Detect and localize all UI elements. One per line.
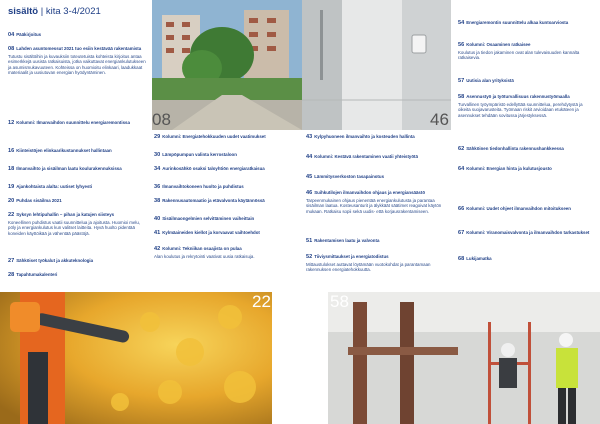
toc-page-number: 52 xyxy=(306,254,313,260)
toc-page-number: 08 xyxy=(8,46,15,52)
toc-entry[interactable] xyxy=(306,154,450,161)
toc-page-number: 29 xyxy=(154,134,161,140)
photo-leaf-blower xyxy=(0,292,272,424)
toc-entry[interactable] xyxy=(306,254,450,273)
toc-entry[interactable] xyxy=(154,166,296,173)
toc-title: Kolumni: Energiatehokkuuden uudet vaatimukset xyxy=(162,134,266,139)
toc-page-number: 34 xyxy=(154,166,161,172)
toc-page-number: 64 xyxy=(458,166,465,172)
toc-summary: Alan koulutus ja rekrytointi vaativat uusia ratkaisuja. xyxy=(154,253,255,259)
leaf-blower-image xyxy=(0,292,272,424)
toc-page-number: 18 xyxy=(8,166,15,172)
toc-page-number: 45 xyxy=(306,174,313,180)
toc-title: Sähköinen tiedonhallinta rakennushankkeessa xyxy=(466,146,564,151)
toc-title: Rakentamisen laatu ja valvonta xyxy=(314,238,380,243)
toc-entry[interactable] xyxy=(458,230,596,237)
toc-page-number: 22 xyxy=(8,212,15,218)
toc-page-number: 46 xyxy=(306,190,313,196)
toc-entry[interactable] xyxy=(306,190,450,214)
toc-page-number: 54 xyxy=(458,20,465,26)
toc-entry[interactable] xyxy=(8,258,148,265)
toc-entry[interactable] xyxy=(8,120,148,127)
toc-entry[interactable] xyxy=(8,212,148,236)
toc-page-number: 27 xyxy=(8,258,15,264)
toc-title: Tiiviysmittaukset ja energiatodistus xyxy=(314,254,389,259)
toc-entry[interactable] xyxy=(8,166,148,173)
toc-page-number: 68 xyxy=(458,256,465,262)
toc-page-number: 28 xyxy=(8,272,15,278)
toc-entry[interactable] xyxy=(8,148,148,155)
toc-summary: Koneellinen puhdistus vaatii suunnittelua ja ajoitusta. Huomioi melu, pöly ja energiankulutus kun valitset laitteita. Hyvä huolto pidentää koneiden käyttöikää ja vähentää päästöjä. xyxy=(8,219,141,236)
toc-page-number: 57 xyxy=(458,78,465,84)
toc-title: Kylpyhuoneen ilmanvaihto ja kosteuden hallinta xyxy=(314,134,415,139)
toc-title: Syksyn lehtipuhallin – pihan ja katujen siisteys xyxy=(16,212,115,217)
toc-entry[interactable] xyxy=(306,174,450,181)
photo-apartment-buildings xyxy=(152,0,302,130)
header-label: sisältö xyxy=(8,6,39,17)
toc-title: Aurinkosähkö osaksi taloyhtiön energiaratkaisua xyxy=(162,166,265,171)
toc-entry[interactable] xyxy=(154,216,296,223)
toc-summary: Tarpeenmukainen ohjaus pienentää energiankulutusta ja parantaa sisäilman laatua. Kosteusanturit ja älykkäät säätimet reagoivat käytön mukaan. Ratkaisu sopii sekä uudis- että korjausrakentamiseen. xyxy=(306,197,442,214)
toc-title: Pääkirjoitus xyxy=(16,32,42,37)
photo-bathroom xyxy=(302,0,451,130)
toc-page-number: 58 xyxy=(458,94,465,100)
toc-title: Lukijamatka xyxy=(466,256,492,261)
toc-title: Lahden asuntomessut 2021 tuo esiin kestävää rakentamista xyxy=(16,46,142,51)
header-issue: kita 3-4/2021 xyxy=(45,6,101,17)
toc-title: Suihkutilojen ilmanvaihdon ohjaus ja energiansäästö xyxy=(314,190,425,195)
photo-number-58: 58 xyxy=(330,292,349,311)
toc-page-number: 66 xyxy=(458,206,465,212)
toc-entry[interactable] xyxy=(154,198,296,205)
toc-summary: Mittaustulokset auttavat löytämään vuotokohdat ja parantamaan rakennuksen energiatehokkuutta. xyxy=(306,261,431,273)
toc-entry[interactable] xyxy=(458,78,596,85)
toc-title: Kolumni: Tekniikan osaajista on pulaa xyxy=(162,246,242,251)
toc-page-number: 19 xyxy=(8,184,15,190)
toc-entry[interactable] xyxy=(306,238,450,245)
header-separator: | xyxy=(38,6,46,17)
toc-entry[interactable] xyxy=(8,272,148,279)
toc-summary: Koulutus ja tiedon jakaminen ovat alan tulevaisuuden kannalta ratkaisevia. xyxy=(458,49,580,61)
toc-page-number: 62 xyxy=(458,146,465,152)
toc-title: Kylmäaineiden kiellot ja korvaavat vaihtoehdot xyxy=(162,230,260,235)
toc-title: Uutisia alan yrityksistä xyxy=(466,78,514,83)
toc-title: Kiinteistöjen elinkaarikustannukset hallintaan xyxy=(16,148,112,153)
toc-title: Lämmitysverkoston tasapainotus xyxy=(314,174,385,179)
toc-title: Sähköiset työkalut ja akkuteknologia xyxy=(16,258,94,263)
toc-title: Kolumni: Ilmanvaihdon suunnittelu energiaremontissa xyxy=(16,120,130,125)
toc-page-number: 38 xyxy=(154,198,161,204)
toc-entry[interactable] xyxy=(154,246,296,259)
toc-page-number: 40 xyxy=(154,216,161,222)
toc-title: Kolumni: Uudet ohjeet ilmanvaihdon mitoitukseen xyxy=(466,206,571,211)
toc-entry[interactable] xyxy=(458,42,596,61)
toc-page-number: 12 xyxy=(8,120,15,126)
toc-page-number: 41 xyxy=(154,230,161,236)
toc-title: Kolumni: Kestävä rakentaminen vaatii yhteistyötä xyxy=(314,154,418,159)
toc-entry[interactable] xyxy=(458,20,596,27)
toc-entry[interactable] xyxy=(154,152,296,159)
toc-summary: Turvallinen työympäristö edellyttää suunnittelua, perehdytystä ja oikeita suojavarusteita. Työmaan riskit arvioidaan etukäteen ja asennukset tehdään sovitussa järjestyksessä. xyxy=(458,101,583,118)
toc-page-number: 44 xyxy=(306,154,313,160)
toc-page-number: 56 xyxy=(458,42,465,48)
toc-entry[interactable] xyxy=(306,134,450,141)
toc-entry[interactable] xyxy=(458,166,596,173)
toc-entry[interactable] xyxy=(154,230,296,237)
toc-title: Ilmanvaihtokoneen huolto ja puhdistus xyxy=(162,184,244,189)
toc-title: Lämpöpumpun valinta kerrostaloon xyxy=(162,152,237,157)
photo-number-08: 08 xyxy=(152,110,171,129)
toc-title: Rakennusautomaatio ja etävalvonta käytännössä xyxy=(162,198,265,203)
toc-page-number: 51 xyxy=(306,238,313,244)
toc-title: Ilmanvaihto ja sisäilman laatu koulurakennuksissa xyxy=(16,166,122,171)
toc-title: Energiaremontin suunnittelu alkaa kuntoarviosta xyxy=(466,20,569,25)
toc-title: Ajankohtaista alalta: uutiset lyhyesti xyxy=(16,184,93,189)
toc-page-number: 04 xyxy=(8,32,15,38)
construction-workers-image xyxy=(328,292,600,424)
toc-page-number: 42 xyxy=(154,246,161,252)
toc-page-number: 20 xyxy=(8,198,15,204)
toc-entry[interactable] xyxy=(458,94,596,118)
toc-entry[interactable] xyxy=(8,46,148,75)
toc-page-number: 36 xyxy=(154,184,161,190)
toc-entry[interactable] xyxy=(8,32,41,39)
toc-title: Sisäilmaongelmien selvittäminen vaiheittain xyxy=(162,216,255,221)
toc-title: Asennustyö ja työturvallisuus rakennustyömaalla xyxy=(466,94,570,99)
toc-summary: Tutustu sisältöihin ja kuvauksiin toteutetuista kohteista kirjoitus antaa esimerkkejä uusista ratkaisuista, jotka vaikuttavat energiankulutukseen ja asumismukavuuteen. Kohteissa on huomioitu elinkaari, laadukkaat materiaalit ja uusiutuvan energian hyödyntäminen. xyxy=(8,53,146,75)
toc-page-number: 43 xyxy=(306,134,313,140)
toc-entry[interactable] xyxy=(458,206,596,213)
toc-entry[interactable] xyxy=(154,134,296,141)
toc-entry[interactable] xyxy=(8,198,148,205)
toc-entry[interactable] xyxy=(458,256,596,263)
page-header xyxy=(8,6,101,17)
toc-title: Kolumni: Osaaminen ratkaisee xyxy=(466,42,531,47)
toc-title: Puhdas sisäilma 2021 xyxy=(16,198,62,203)
toc-entry[interactable] xyxy=(8,184,148,191)
toc-title: Tapahtumakalenteri xyxy=(16,272,58,277)
toc-page-number: 16 xyxy=(8,148,15,154)
toc-entry[interactable] xyxy=(458,146,596,153)
toc-entry[interactable] xyxy=(154,184,296,191)
photo-construction-workers xyxy=(328,292,600,424)
toc-page-number: 67 xyxy=(458,230,465,236)
bathroom-image xyxy=(302,0,451,130)
toc-title: Kolumni: Energian hinta ja kulutusjousto xyxy=(466,166,552,171)
photo-number-46: 46 xyxy=(430,110,449,129)
toc-page-number: 30 xyxy=(154,152,161,158)
photo-number-22: 22 xyxy=(252,292,271,311)
apartment-buildings-image xyxy=(152,0,302,130)
toc-title: Kolumni: Viranomaisvalvonta ja ilmanvaihdon tarkastukset xyxy=(466,230,590,235)
